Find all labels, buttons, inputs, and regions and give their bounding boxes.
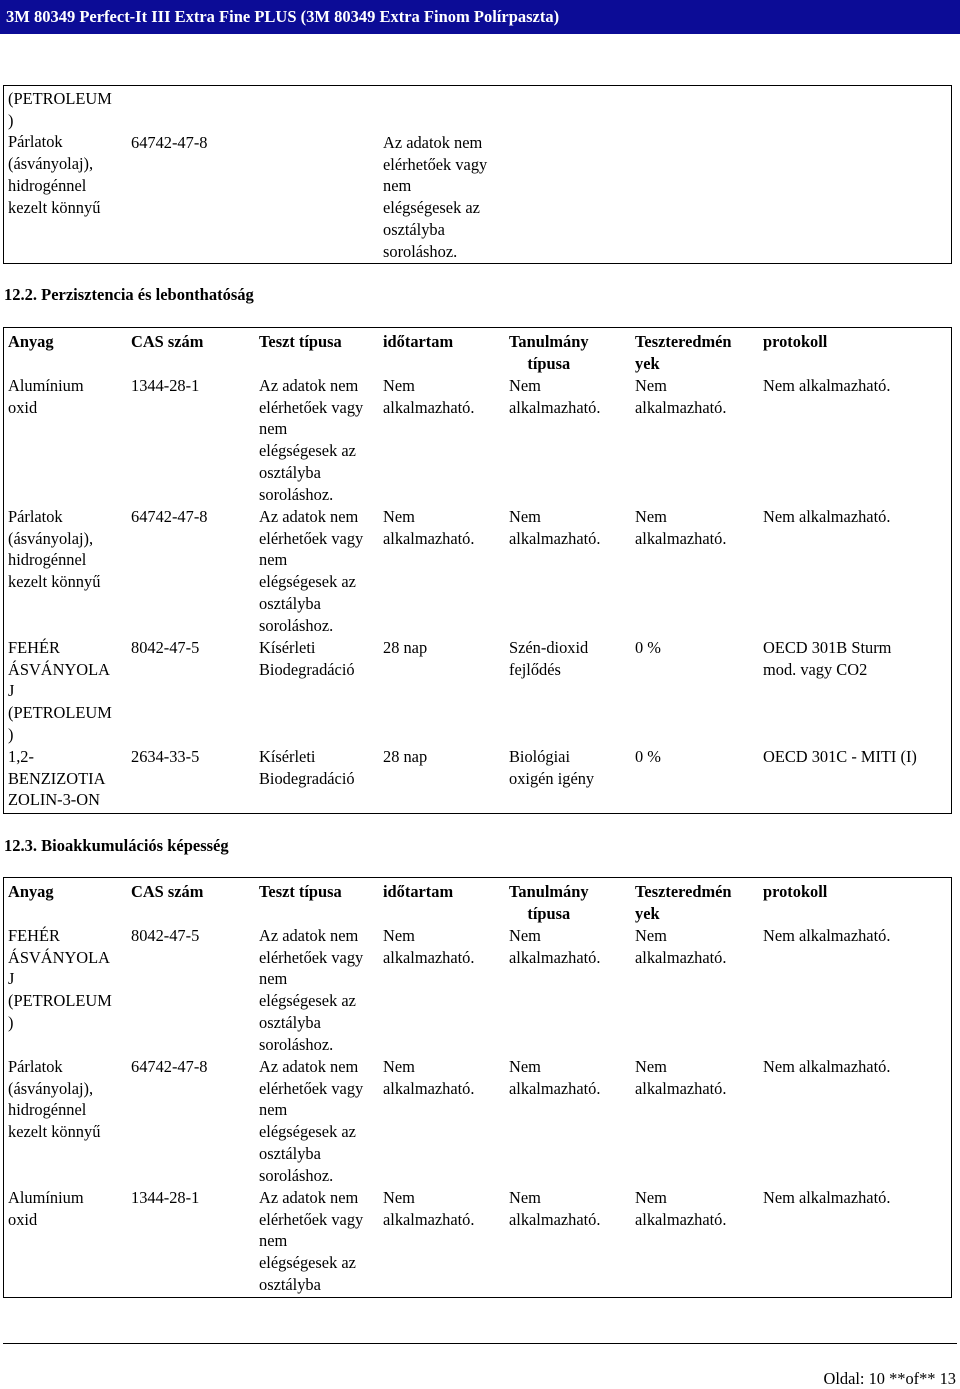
table-row-protokoll: Nem alkalmazható. (763, 1188, 891, 1207)
header-eredmeny: Teszteredmén yek (635, 882, 732, 923)
table-row-cas: 2634-33-5 (131, 747, 200, 766)
table-row-teszt: Kísérleti Biodegradáció (259, 638, 355, 679)
document-header: 3M 80349 Perfect-It III Extra Fine PLUS (3M 80349 Extra Finom Polírpaszta) (0, 0, 960, 34)
table-row-cas: 8042-47-5 (131, 638, 200, 657)
table-12-2 (3, 327, 952, 814)
top-table-substance: (PETROLEUM ) Párlatok (ásványolaj), hidrogénnel kezelt könnyű (8, 89, 112, 217)
table-row-cas: 1344-28-1 (131, 1188, 200, 1207)
table-row-idotartam: 28 nap (383, 747, 428, 766)
table-row-teszt: Az adatok nem elérhetőek vagy nem elégségesek az osztályba soroláshoz. (259, 1057, 364, 1185)
table-row-teszt: Az adatok nem elérhetőek vagy nem elégségesek az osztályba (259, 1188, 364, 1294)
table-row-anyag: Alumínium oxid (8, 1188, 84, 1229)
table-row-anyag: Párlatok (ásványolaj), hidrogénnel kezelt könnyű (8, 1057, 101, 1142)
table-row-tanulmany: Nem alkalmazható. (509, 1188, 601, 1229)
table-row-protokoll: OECD 301B Sturm mod. vagy CO2 (763, 638, 892, 679)
table-row-idotartam: Nem alkalmazható. (383, 926, 475, 967)
table-row-idotartam: Nem alkalmazható. (383, 376, 475, 417)
header-anyag: Anyag (8, 332, 54, 351)
header-cas: CAS szám (131, 882, 204, 901)
table-row-protokoll: Nem alkalmazható. (763, 507, 891, 526)
table-row-idotartam: Nem alkalmazható. (383, 507, 475, 548)
table-row-eredmeny: 0 % (635, 638, 661, 657)
top-table (3, 85, 952, 264)
header-teszt: Teszt típusa (259, 332, 342, 351)
section-title-12-3: 12.3. Bioakkumulációs képesség (4, 836, 229, 855)
table-row-idotartam: Nem alkalmazható. (383, 1057, 475, 1098)
table-row-eredmeny: Nem alkalmazható. (635, 1057, 727, 1098)
table-row-tanulmany: Nem alkalmazható. (509, 926, 601, 967)
table-row-tanulmany: Nem alkalmazható. (509, 1057, 601, 1098)
header-anyag: Anyag (8, 882, 54, 901)
table-row-protokoll: OECD 301C - MITI (I) (763, 747, 917, 766)
table-row-idotartam: 28 nap (383, 638, 428, 657)
table-row-protokoll: Nem alkalmazható. (763, 376, 891, 395)
table-row-cas: 64742-47-8 (131, 1057, 208, 1076)
section-title-12-2: 12.2. Perzisztencia és lebonthatóság (4, 285, 254, 304)
table-row-eredmeny: 0 % (635, 747, 661, 766)
table-row-anyag: FEHÉR ÁSVÁNYOLA J (PETROLEUM ) (8, 638, 112, 744)
table-row-tanulmany: Biológiai oxigén igény (509, 747, 595, 788)
table-row-tanulmany: Nem alkalmazható. (509, 507, 601, 548)
table-row-tanulmany: Szén-dioxid fejlődés (509, 638, 589, 679)
header-eredmeny: Teszteredmén yek (635, 332, 732, 373)
table-row-cas: 1344-28-1 (131, 376, 200, 395)
table-row-eredmeny: Nem alkalmazható. (635, 926, 727, 967)
table-row-cas: 8042-47-5 (131, 926, 200, 945)
page-number: Oldal: 10 **of** 13 (823, 1369, 956, 1388)
header-idotartam: időtartam (383, 882, 454, 901)
header-protokoll: protokoll (763, 882, 828, 901)
table-row-eredmeny: Nem alkalmazható. (635, 376, 727, 417)
header-protokoll: protokoll (763, 332, 828, 351)
table-row-teszt: Az adatok nem elérhetőek vagy nem elégségesek az osztályba soroláshoz. (259, 507, 364, 635)
footer-divider (3, 1343, 957, 1344)
table-12-3 (3, 877, 952, 1298)
header-cas: CAS szám (131, 332, 204, 351)
table-row-eredmeny: Nem alkalmazható. (635, 507, 727, 548)
table-row-anyag: Alumínium oxid (8, 376, 84, 417)
header-idotartam: időtartam (383, 332, 454, 351)
table-row-anyag: 1,2- BENZIZOTIA ZOLIN-3-ON (8, 747, 106, 810)
table-row-teszt: Az adatok nem elérhetőek vagy nem elégségesek az osztályba soroláshoz. (259, 376, 364, 504)
table-row-teszt: Kísérleti Biodegradáció (259, 747, 355, 788)
header-teszt: Teszt típusa (259, 882, 342, 901)
header-tanulmany: Tanulmány típusa (509, 332, 589, 373)
table-row-anyag: FEHÉR ÁSVÁNYOLA J (PETROLEUM ) (8, 926, 112, 1032)
table-row-cas: 64742-47-8 (131, 507, 208, 526)
table-row-tanulmany: Nem alkalmazható. (509, 376, 601, 417)
header-tanulmany: Tanulmány típusa (509, 882, 589, 923)
table-row-teszt: Az adatok nem elérhetőek vagy nem elégségesek az osztályba soroláshoz. (259, 926, 364, 1054)
table-row-protokoll: Nem alkalmazható. (763, 1057, 891, 1076)
top-table-note: Az adatok nem elérhetőek vagy nem elégségesek az osztályba soroláshoz. (383, 133, 488, 261)
top-table-cas: 64742-47-8 (131, 133, 208, 152)
table-row-eredmeny: Nem alkalmazható. (635, 1188, 727, 1229)
table-row-protokoll: Nem alkalmazható. (763, 926, 891, 945)
table-row-anyag: Párlatok (ásványolaj), hidrogénnel kezelt könnyű (8, 507, 101, 592)
table-row-idotartam: Nem alkalmazható. (383, 1188, 475, 1229)
